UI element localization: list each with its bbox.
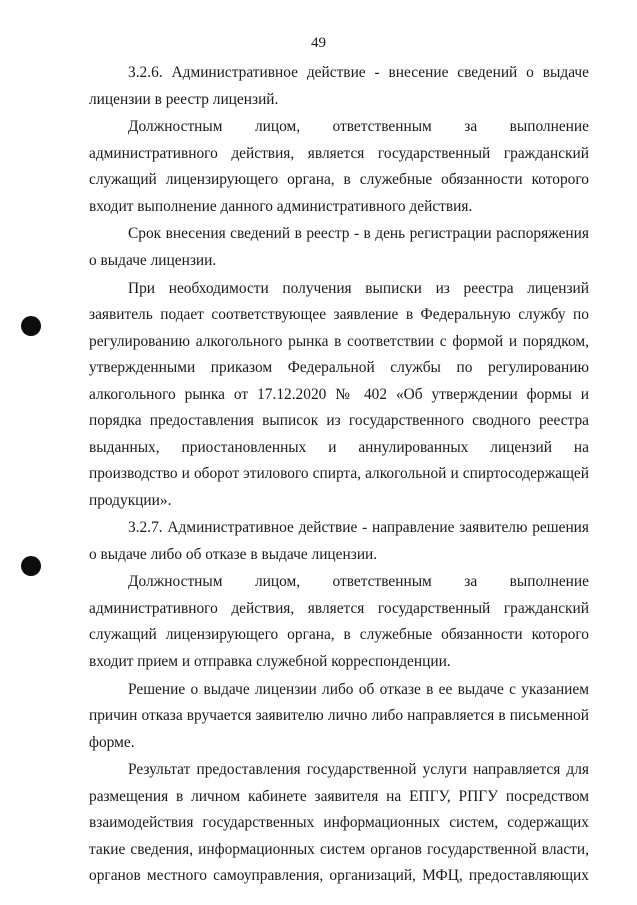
binder-hole [21,556,41,576]
paragraph-3-2-6: 3.2.6. Административное действие - внесение сведений о выдаче лицензии в реестр лицензий. [89,64,589,108]
paragraph-service-result: Результат предоставления государственной услуги направляется для размещения в личном кабинете заявителя на ЕПГУ, РПГУ посредством взаимодействия государственных информационных систем, содержащих такие сведения, информационных систем органов государственной власти, органов местного самоуправления, организаций, МФЦ, предоставляющих [89,761,589,885]
paragraph-decision-delivery: Решение о выдаче лицензии либо об отказе в ее выдаче с указанием причин отказа вручается заявителю лично либо направляется в письменной форме. [89,680,589,751]
paragraph-responsible-official-2: Должностным лицом, ответственным за выполнение административного действия, является государственный гражданский служащий лицензирующего органа, в служебные обязанности которого входит прием и отправка служебной корреспонденции. [89,573,589,670]
binder-hole [21,316,41,336]
paragraph-registry-extract: При необходимости получения выписки из реестра лицензий заявитель подает соответствующее заявление в Федеральную службу по регулированию алкогольного рынка в соответствии с формой и порядком, утвержденными приказом Федеральной службы по регулированию алкогольного рынка от 17.12.2020 № 402 «Об утверждении формы и порядка предоставления выписок из государственного сводного реестра выданных, приостановленных и аннулированных лицензий на производство и оборот этилового спирта, алкогольной и спиртосодержащей продукции». [89,279,589,509]
paragraph-3-2-7: 3.2.7. Административное действие - направление заявителю решения о выдаче либо об отказе в выдаче лицензии. [89,519,589,563]
paragraph-registry-deadline: Срок внесения сведений в реестр - в день регистрации распоряжения о выдаче лицензии. [89,225,589,269]
document-body [89,60,589,891]
paragraph-responsible-official: Должностным лицом, ответственным за выполнение административного действия, является государственный гражданский служащий лицензирующего органа, в служебные обязанности которого входит выполнение данного административного действия. [89,118,589,215]
page-number: 49 [311,35,326,51]
